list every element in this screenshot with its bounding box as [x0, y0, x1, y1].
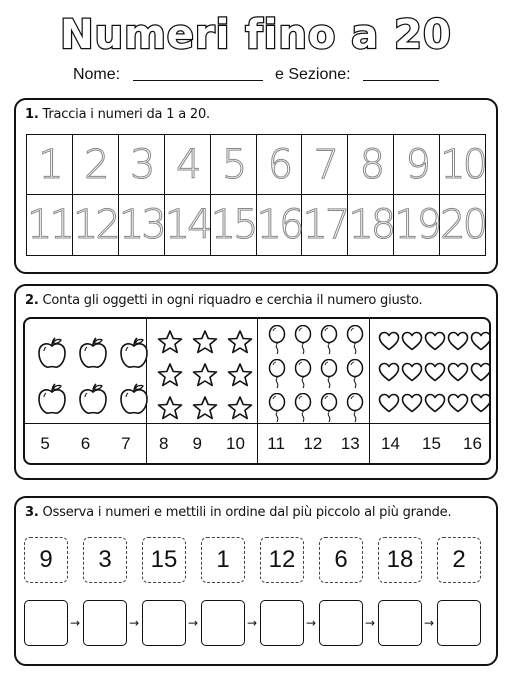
name-label: Nome:: [72, 66, 121, 83]
section-trace-number: 1.: [25, 107, 39, 122]
trace-number-cell[interactable]: 9: [394, 135, 440, 195]
star-icon: [227, 329, 253, 355]
apple-icon: [119, 337, 149, 369]
count-choices: [370, 423, 491, 463]
count-choice-number[interactable]: 15: [422, 433, 441, 453]
trace-number-cell[interactable]: 2: [73, 135, 119, 195]
order-answer-box[interactable]: [378, 600, 422, 646]
count-choices: [147, 423, 257, 463]
heart-icon: [470, 331, 491, 351]
arrow-right-icon: →: [424, 616, 435, 630]
count-choice-number[interactable]: 9: [192, 433, 202, 453]
section-count-instruction: Conta gli oggetti in ogni riquadro e cerchia il numero giusto.: [42, 293, 423, 308]
order-number-card: 12: [260, 537, 304, 583]
section-trace: [14, 98, 498, 274]
count-choice-number[interactable]: 10: [226, 433, 245, 453]
heart-icon: [470, 393, 491, 413]
order-number-card: 18: [378, 537, 422, 583]
trace-number-cell[interactable]: 10: [440, 135, 485, 195]
order-answer-box[interactable]: [24, 600, 68, 646]
heart-icon: [401, 331, 423, 351]
count-choices: [258, 423, 369, 463]
count-choice-number[interactable]: 6: [80, 433, 91, 453]
heart-icon: [447, 393, 469, 413]
star-icon: [157, 395, 183, 421]
trace-number-cell[interactable]: 8: [348, 135, 394, 195]
name-row: [0, 66, 512, 84]
balloon-icon: [320, 325, 338, 355]
trace-number-cell[interactable]: 3: [119, 135, 165, 195]
count-box: [23, 317, 491, 465]
count-choice-number[interactable]: 11: [267, 433, 285, 453]
trace-number-cell[interactable]: 19: [394, 195, 440, 255]
trace-number-cell[interactable]: 6: [257, 135, 303, 195]
heart-icon: [424, 393, 446, 413]
trace-number-cell[interactable]: 5: [211, 135, 257, 195]
star-icon: [157, 362, 183, 388]
section-label: e Sezione:: [274, 66, 351, 83]
section-blank[interactable]: [363, 80, 439, 81]
section-count-number: 2.: [25, 293, 39, 308]
order-number-card: 3: [83, 537, 127, 583]
trace-number-cell[interactable]: 4: [165, 135, 211, 195]
count-choice-number[interactable]: 14: [381, 433, 400, 453]
count-choice-number[interactable]: 16: [463, 433, 482, 453]
star-icon: [192, 329, 218, 355]
section-count: [14, 284, 498, 480]
order-answer-box[interactable]: [142, 600, 186, 646]
trace-number-cell[interactable]: 13: [119, 195, 165, 255]
heart-icon: [447, 362, 469, 382]
balloon-icon: [320, 393, 338, 423]
trace-grid: [26, 134, 486, 256]
balloon-icon: [268, 359, 286, 389]
arrow-right-icon: →: [70, 616, 81, 630]
balloon-icon: [346, 359, 364, 389]
trace-number-cell[interactable]: 16: [257, 195, 303, 255]
order-number-card: 15: [142, 537, 186, 583]
section-order-title: [25, 505, 451, 520]
order-number-card: 9: [24, 537, 68, 583]
section-order-number: 3.: [25, 505, 39, 520]
count-choice-number[interactable]: 5: [40, 433, 50, 453]
arrow-right-icon: →: [306, 616, 317, 630]
trace-number-cell[interactable]: 18: [348, 195, 394, 255]
balloon-icon: [268, 393, 286, 423]
order-number-card: 6: [319, 537, 363, 583]
balloon-icon: [294, 325, 312, 355]
section-trace-title: [25, 107, 210, 122]
trace-number-cell[interactable]: 7: [302, 135, 348, 195]
count-group: [370, 319, 491, 463]
star-icon: [192, 395, 218, 421]
apple-icon: [119, 383, 149, 415]
trace-number-cell[interactable]: 11: [27, 195, 73, 255]
count-choice-number[interactable]: 8: [159, 433, 169, 453]
balloon-icon: [320, 359, 338, 389]
order-answer-box[interactable]: [201, 600, 245, 646]
balloon-icon: [268, 325, 286, 355]
heart-icon: [401, 393, 423, 413]
star-icon: [192, 362, 218, 388]
balloon-icon: [346, 325, 364, 355]
star-icon: [227, 395, 253, 421]
arrow-right-icon: →: [247, 616, 258, 630]
balloon-icon: [294, 393, 312, 423]
trace-number-cell[interactable]: 20: [440, 202, 486, 248]
apple-icon: [37, 337, 67, 369]
balloon-icon: [294, 359, 312, 389]
trace-number-cell[interactable]: 1: [27, 135, 73, 195]
heart-icon: [470, 362, 491, 382]
count-choice-number[interactable]: 13: [340, 433, 360, 453]
heart-icon: [424, 331, 446, 351]
trace-number-cell[interactable]: 15: [211, 195, 257, 255]
apple-icon: [78, 383, 108, 415]
order-number-cards: [24, 537, 494, 585]
count-group: [147, 319, 258, 463]
count-choices: [25, 423, 146, 463]
trace-number-cell[interactable]: 14: [165, 195, 211, 255]
order-answer-box[interactable]: [260, 600, 304, 646]
section-trace-instruction: Traccia i numeri da 1 a 20.: [42, 107, 210, 122]
section-order-instruction: Osserva i numeri e mettili in ordine dal più piccolo al più grande.: [42, 505, 452, 520]
order-answer-row: [24, 600, 494, 648]
count-choice-number[interactable]: 7: [121, 433, 131, 453]
apple-icon: [78, 337, 108, 369]
count-choice-number[interactable]: 12: [303, 433, 323, 453]
arrow-right-icon: →: [129, 616, 140, 630]
page-title: [0, 2, 512, 60]
star-icon: [157, 329, 183, 355]
arrow-right-icon: →: [365, 616, 376, 630]
count-group: [25, 319, 147, 463]
heart-icon: [447, 331, 469, 351]
heart-icon: [378, 362, 400, 382]
arrow-right-icon: →: [188, 616, 199, 630]
order-number-card: 1: [201, 537, 245, 583]
heart-icon: [378, 331, 400, 351]
section-count-title: [25, 293, 423, 308]
count-group: [258, 319, 370, 463]
section-order: [14, 496, 498, 666]
star-icon: [227, 362, 253, 388]
order-number-card: 2: [437, 537, 481, 583]
order-answer-box[interactable]: [83, 600, 127, 646]
heart-icon: [378, 393, 400, 413]
trace-number-cell[interactable]: 12: [73, 195, 119, 255]
page-title-text: Numeri fino a 20: [60, 12, 452, 58]
order-answer-box[interactable]: [437, 600, 481, 646]
balloon-icon: [346, 393, 364, 423]
heart-icon: [424, 362, 446, 382]
name-blank[interactable]: [133, 80, 263, 81]
apple-icon: [37, 383, 67, 415]
order-answer-box[interactable]: [319, 600, 363, 646]
trace-number-cell[interactable]: 17: [302, 195, 348, 255]
heart-icon: [401, 362, 423, 382]
